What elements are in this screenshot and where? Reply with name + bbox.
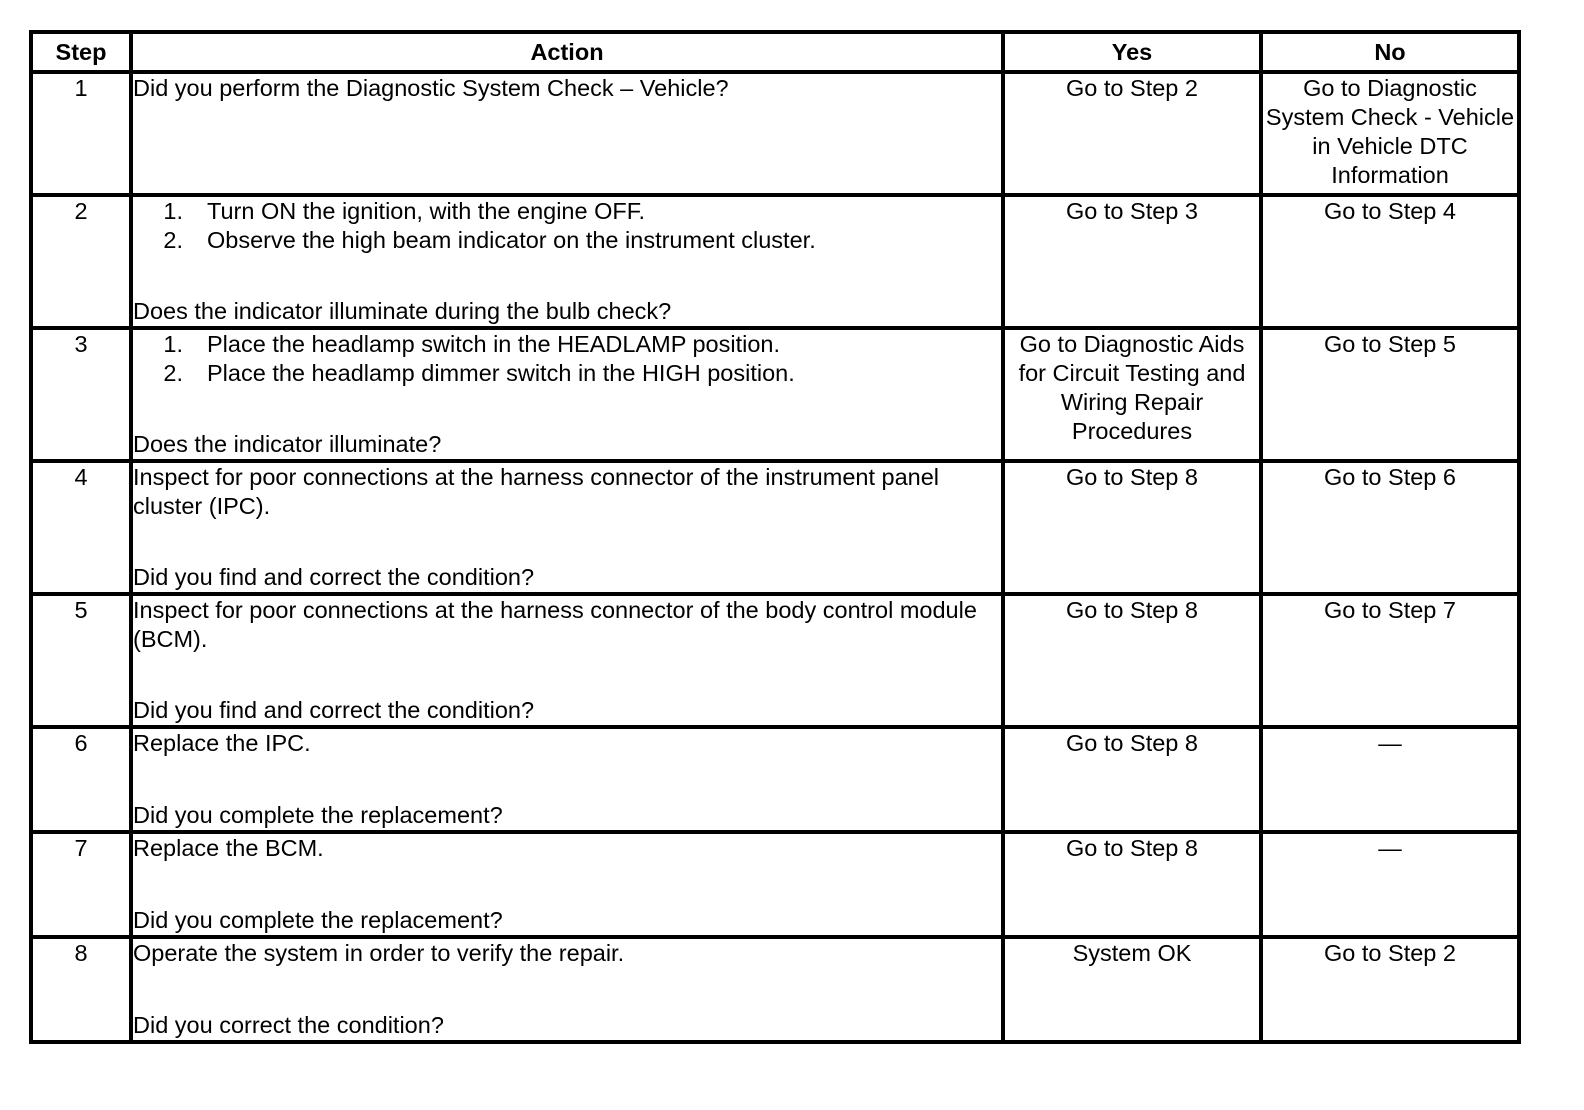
step-number: 6 [31,727,131,832]
step-number: 1 [31,72,131,195]
action-cell [131,328,1003,461]
action-question: Did you complete the replacement? [133,802,503,828]
list-item [133,330,1001,359]
yes-result: Go to Diagnostic Aids for Circuit Testing and Wiring Repair Procedures [1003,328,1261,461]
action-cell [131,727,1003,832]
no-result: Go to Step 5 [1261,328,1519,461]
table-row [31,72,1519,195]
no-result: Go to Step 6 [1261,461,1519,594]
action-cell [131,195,1003,328]
action-cell [131,461,1003,594]
list-item-number: 1. [163,198,183,224]
list-item-text: Observe the high beam indicator on the instrument cluster. [207,227,816,253]
yes-result: Go to Step 2 [1003,72,1261,195]
diagnostic-table [29,30,1521,1044]
action-question: Does the indicator illuminate during the bulb check? [133,298,672,324]
yes-result: Go to Step 3 [1003,195,1261,328]
action-text: Inspect for poor connections at the harness connector of the instrument panel cluster (IPC). [133,464,940,519]
step-number: 2 [31,195,131,328]
action-list [133,197,1001,255]
table-row [31,328,1519,461]
action-cell [131,594,1003,727]
action-question: Did you complete the replacement? [133,907,503,933]
action-cell [131,937,1003,1042]
no-result: — [1261,727,1519,832]
yes-result: Go to Step 8 [1003,832,1261,937]
step-number: 8 [31,937,131,1042]
no-result: — [1261,832,1519,937]
yes-result: Go to Step 8 [1003,461,1261,594]
header-row [31,32,1519,72]
list-item-number: 2. [163,360,183,386]
no-result: Go to Diagnostic System Check - Vehicle in Vehicle DTC Information [1261,72,1519,195]
yes-result: System OK [1003,937,1261,1042]
list-item-text: Place the headlamp dimmer switch in the HIGH position. [207,360,795,386]
action-cell [131,832,1003,937]
action-cell [131,72,1003,195]
action-text: Operate the system in order to verify the repair. [133,940,625,966]
list-item [133,359,1001,388]
step-number: 5 [31,594,131,727]
step-number: 7 [31,832,131,937]
header-step: Step [31,32,131,72]
action-text: Inspect for poor connections at the harness connector of the body control module (BCM). [133,597,977,652]
table-row [31,594,1519,727]
no-result: Go to Step 2 [1261,937,1519,1042]
action-question: Does the indicator illuminate? [133,431,442,457]
list-item [133,197,1001,226]
step-number: 4 [31,461,131,594]
action-question: Did you find and correct the condition? [133,697,535,723]
action-text: Replace the IPC. [133,730,311,756]
table-row [31,461,1519,594]
list-item-text: Turn ON the ignition, with the engine OFF. [207,198,646,224]
table-row [31,832,1519,937]
header-action: Action [131,32,1003,72]
list-item-number: 1. [163,331,183,357]
yes-result: Go to Step 8 [1003,727,1261,832]
action-question: Did you correct the condition? [133,1012,444,1038]
table-row [31,937,1519,1042]
list-item-number: 2. [163,227,183,253]
list-item [133,226,1001,255]
no-result: Go to Step 7 [1261,594,1519,727]
action-text: Replace the BCM. [133,835,324,861]
list-item-text: Place the headlamp switch in the HEADLAMP position. [207,331,781,357]
no-result: Go to Step 4 [1261,195,1519,328]
action-question: Did you find and correct the condition? [133,564,535,590]
action-text: Did you perform the Diagnostic System Check – Vehicle? [133,75,729,101]
header-no: No [1261,32,1519,72]
yes-result: Go to Step 8 [1003,594,1261,727]
table-row [31,195,1519,328]
action-list [133,330,1001,388]
table-row [31,727,1519,832]
step-number: 3 [31,328,131,461]
header-yes: Yes [1003,32,1261,72]
